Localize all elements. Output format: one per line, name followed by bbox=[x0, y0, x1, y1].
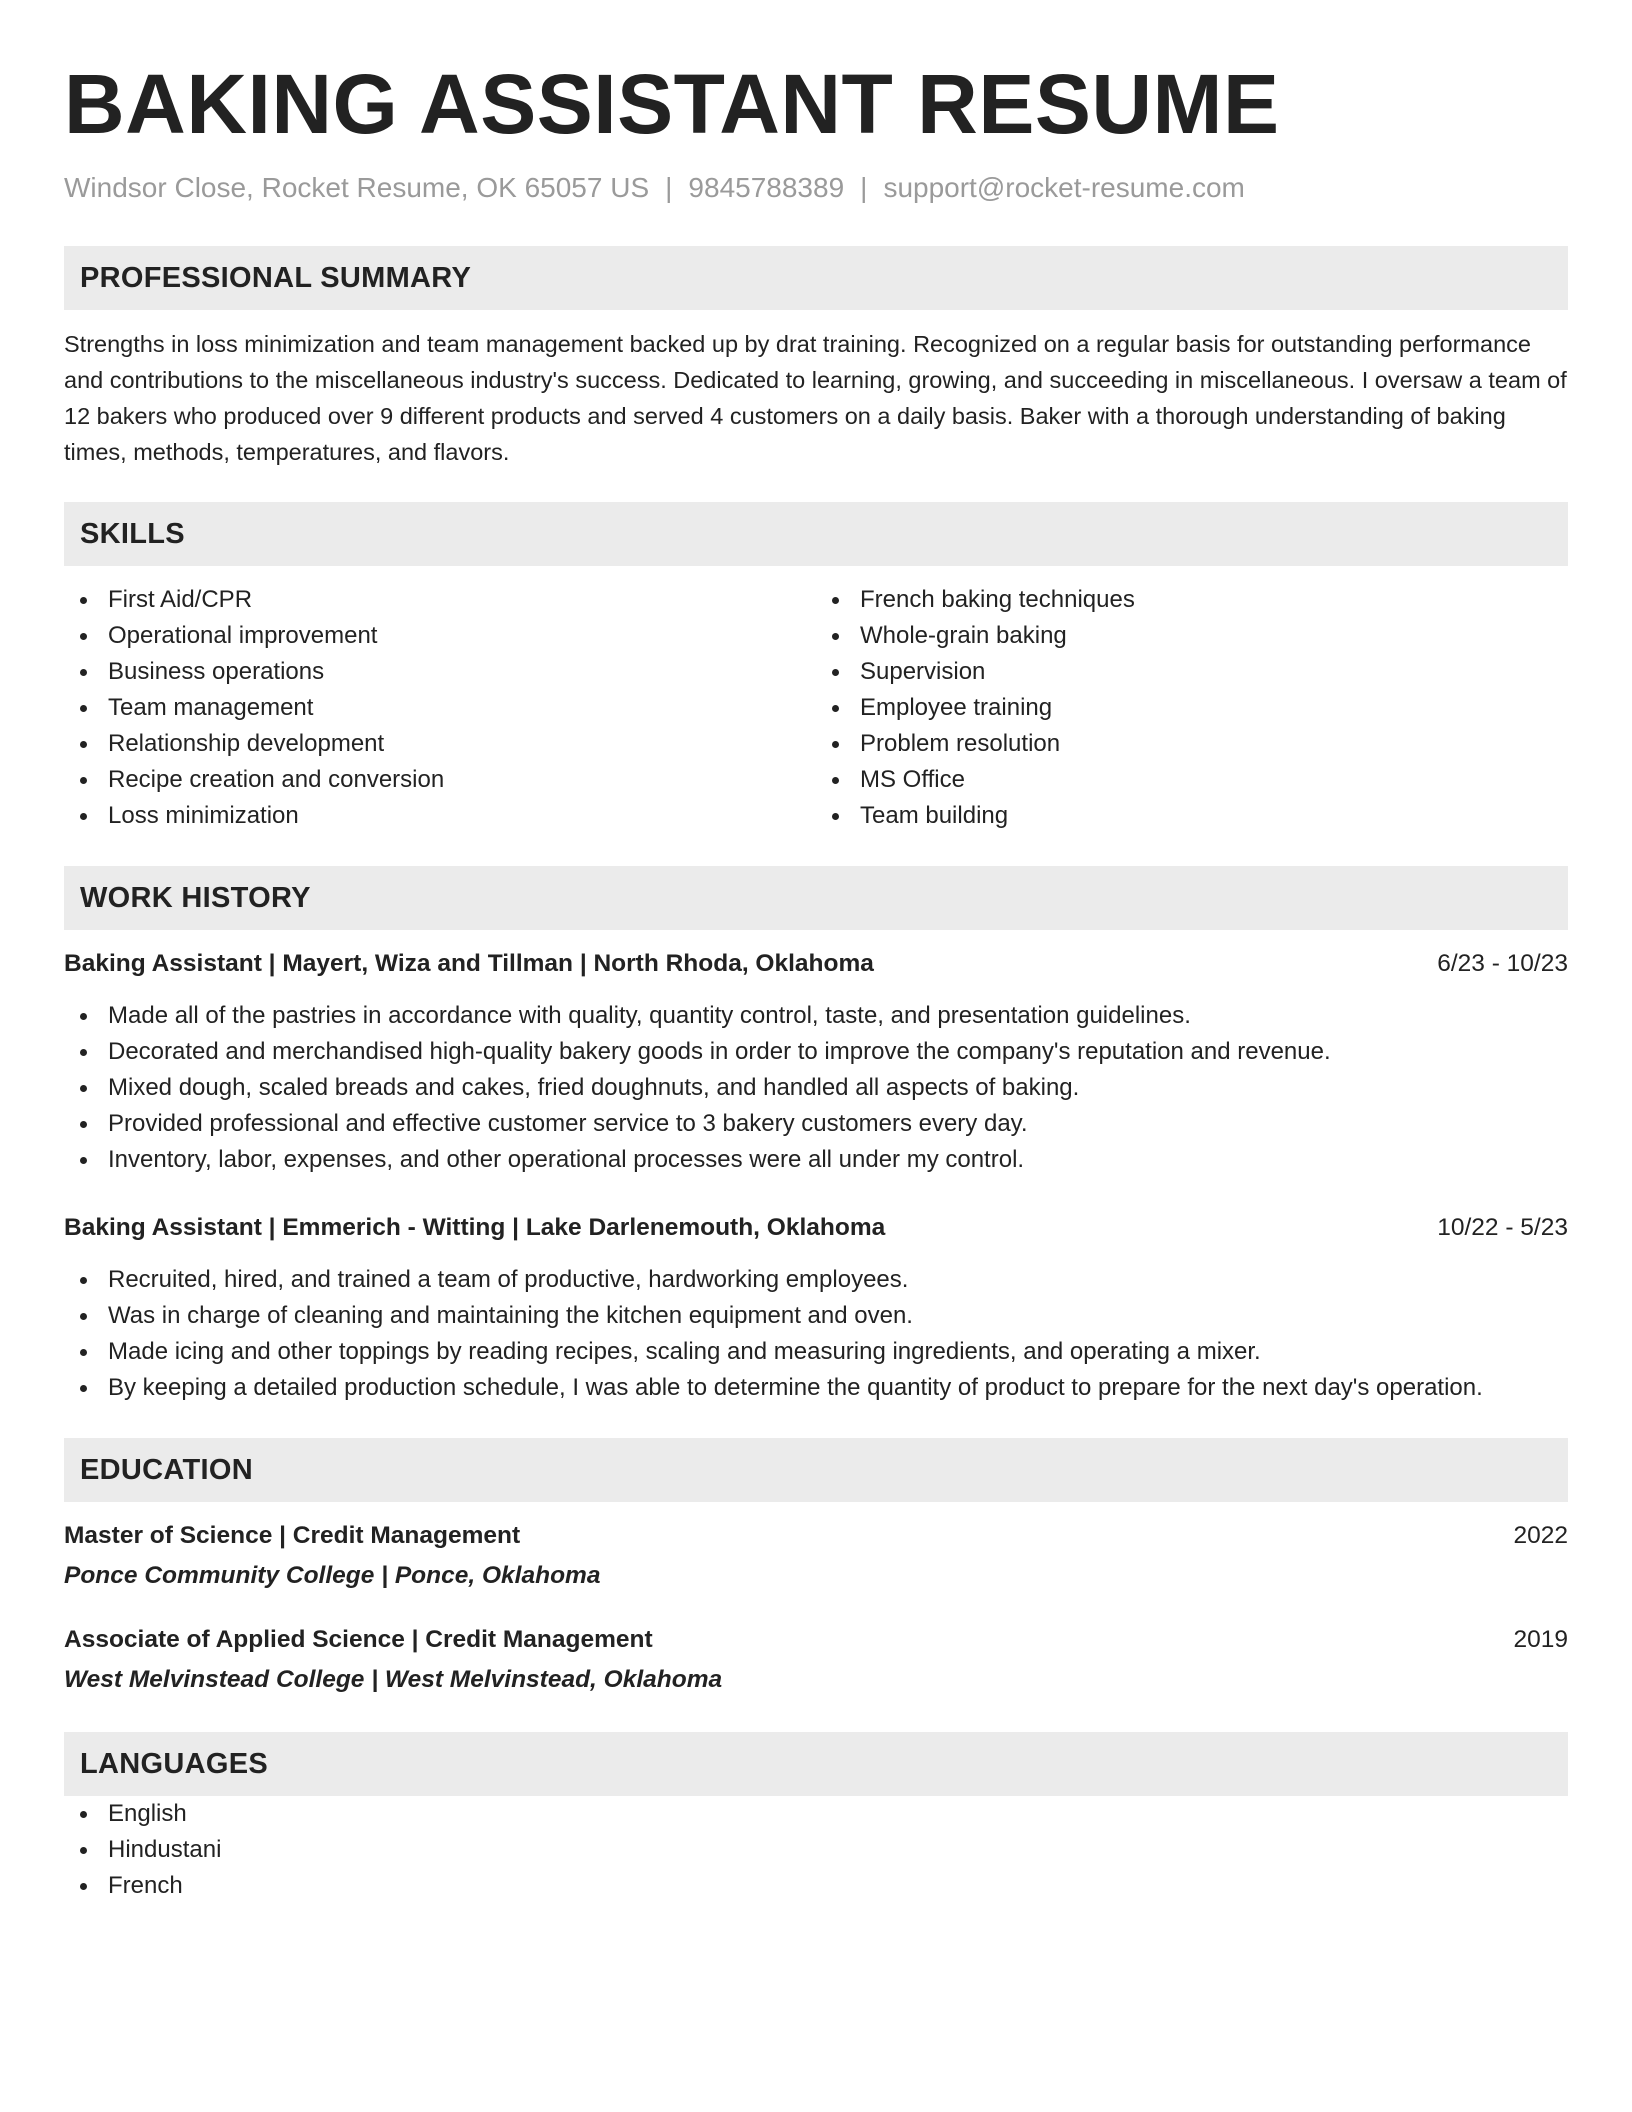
contact-phone: 9845788389 bbox=[688, 172, 845, 203]
contact-line bbox=[64, 170, 1568, 206]
section-header bbox=[64, 246, 1568, 310]
skill-item: Team building bbox=[816, 798, 1568, 834]
contact-email: support@rocket-resume.com bbox=[883, 172, 1245, 203]
skill-item: Problem resolution bbox=[816, 726, 1568, 762]
language-item: English bbox=[64, 1796, 1568, 1832]
job-duties bbox=[64, 1262, 1568, 1406]
education-header bbox=[64, 1518, 1568, 1554]
skill-item: Operational improvement bbox=[64, 618, 816, 654]
job-duty: Was in charge of cleaning and maintaining the kitchen equipment and oven. bbox=[64, 1298, 1568, 1334]
school-name: Ponce Community College | Ponce, Oklahoma bbox=[64, 1562, 601, 1589]
section-header bbox=[64, 866, 1568, 930]
section-title: PROFESSIONAL SUMMARY bbox=[80, 261, 472, 294]
page-title: BAKING ASSISTANT RESUME bbox=[64, 57, 1280, 151]
job-duty: Provided professional and effective customer service to 3 bakery customers every day. bbox=[64, 1106, 1568, 1142]
section-header bbox=[64, 1438, 1568, 1502]
skill-item: Loss minimization bbox=[64, 798, 816, 834]
school-name: West Melvinstead College | West Melvinstead, Oklahoma bbox=[64, 1666, 723, 1693]
skill-item: Business operations bbox=[64, 654, 816, 690]
job-title: Baking Assistant | Mayert, Wiza and Tillman | North Rhoda, Oklahoma bbox=[64, 950, 874, 977]
job-duty: Made icing and other toppings by reading recipes, scaling and measuring ingredients, and operating a mixer. bbox=[64, 1334, 1568, 1370]
section-header bbox=[64, 502, 1568, 566]
job-header bbox=[64, 1210, 1568, 1246]
language-item: French bbox=[64, 1868, 1568, 1904]
skills-grid bbox=[64, 582, 1568, 834]
skill-item: Recipe creation and conversion bbox=[64, 762, 816, 798]
job-dates: 6/23 - 10/23 bbox=[1437, 950, 1568, 977]
skills-list-left bbox=[64, 582, 816, 834]
job-duty: Inventory, labor, expenses, and other operational processes were all under my control. bbox=[64, 1142, 1568, 1178]
job-entry bbox=[64, 1210, 1568, 1406]
language-item: Hindustani bbox=[64, 1832, 1568, 1868]
graduation-year: 2019 bbox=[1513, 1626, 1568, 1653]
section-header bbox=[64, 1732, 1568, 1796]
work-history-section bbox=[64, 866, 1568, 1406]
skill-item: Supervision bbox=[816, 654, 1568, 690]
job-header bbox=[64, 946, 1568, 982]
job-duty: Mixed dough, scaled breads and cakes, fried doughnuts, and handled all aspects of baking. bbox=[64, 1070, 1568, 1106]
contact-separator: | bbox=[665, 172, 673, 203]
section-title: LANGUAGES bbox=[80, 1747, 268, 1780]
skill-item: Employee training bbox=[816, 690, 1568, 726]
skills-section bbox=[64, 502, 1568, 834]
skill-item: First Aid/CPR bbox=[64, 582, 816, 618]
languages-list bbox=[64, 1796, 1568, 1904]
job-duty: Made all of the pastries in accordance with quality, quantity control, taste, and presentation guidelines. bbox=[64, 998, 1568, 1034]
education-section bbox=[64, 1438, 1568, 1698]
languages-section bbox=[64, 1732, 1568, 1904]
section-title: WORK HISTORY bbox=[80, 881, 311, 914]
job-title: Baking Assistant | Emmerich - Witting | Lake Darlenemouth, Oklahoma bbox=[64, 1214, 886, 1241]
skills-list-right bbox=[816, 582, 1568, 834]
education-entry bbox=[64, 1622, 1568, 1698]
education-entry bbox=[64, 1518, 1568, 1594]
job-duties bbox=[64, 998, 1568, 1178]
education-header bbox=[64, 1622, 1568, 1658]
contact-separator: | bbox=[860, 172, 868, 203]
skill-item: MS Office bbox=[816, 762, 1568, 798]
skills-column-right bbox=[816, 582, 1568, 834]
job-duty: By keeping a detailed production schedule, I was able to determine the quantity of product to prepare for the next day's operation. bbox=[64, 1370, 1568, 1406]
skills-column-left bbox=[64, 582, 816, 834]
job-dates: 10/22 - 5/23 bbox=[1437, 1214, 1568, 1241]
degree-title: Associate of Applied Science | Credit Management bbox=[64, 1626, 653, 1653]
summary-section bbox=[64, 246, 1568, 470]
section-title: EDUCATION bbox=[80, 1453, 253, 1486]
summary-text: Strengths in loss minimization and team management backed up by drat training. Recognized on a regular basis for outstanding performance and contributions to the miscellaneous industry's success. Dedicated to learning, growing, and succeeding in miscellaneous. I oversaw a team of 12 bakers who produced over 9 different products and served 4 customers on a daily basis. Baker with a thorough understanding of baking times, methods, temperatures, and flavors. bbox=[64, 331, 1567, 465]
skill-item: Team management bbox=[64, 690, 816, 726]
graduation-year: 2022 bbox=[1513, 1522, 1568, 1549]
job-duty: Recruited, hired, and trained a team of productive, hardworking employees. bbox=[64, 1262, 1568, 1298]
job-entry bbox=[64, 946, 1568, 1178]
skill-item: French baking techniques bbox=[816, 582, 1568, 618]
skill-item: Relationship development bbox=[64, 726, 816, 762]
contact-address: Windsor Close, Rocket Resume, OK 65057 US bbox=[64, 172, 650, 203]
skill-item: Whole-grain baking bbox=[816, 618, 1568, 654]
section-title: SKILLS bbox=[80, 517, 185, 550]
degree-title: Master of Science | Credit Management bbox=[64, 1522, 521, 1549]
job-duty: Decorated and merchandised high-quality bakery goods in order to improve the company's reputation and revenue. bbox=[64, 1034, 1568, 1070]
